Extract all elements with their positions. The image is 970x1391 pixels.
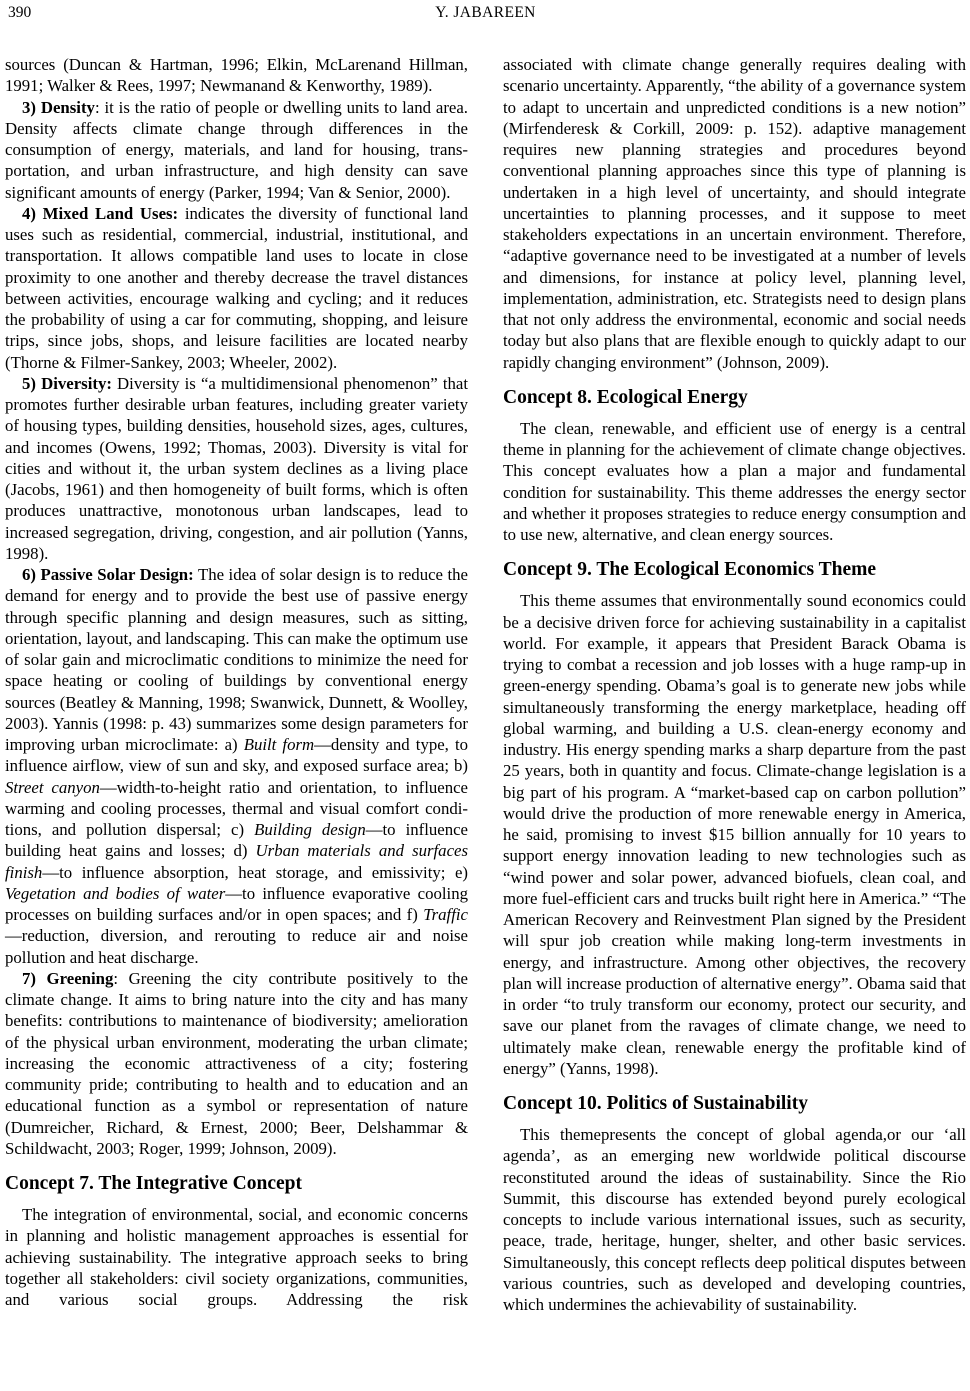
italic-term-built-form: Built form — [243, 735, 315, 754]
paragraph-ecological-economics: This theme assumes that environmentally sound economics could be a decisive driven force for achieving sustainability in a capitalist world. For example, it appears that President Barack Obama is trying to combat a recession and job losses with a huge ramp-up in green-energy spending. Obama’s goal is to generate new jobs while simultaneously transforming the energy marketplace, heading off global warming, and building a U.S. clean-energy economy and industry. His energy spending marks a sharp departure from the past 25 years, both in quantity and focus. Climate-change legislation is a big part of his program. A “market-based cap on carbon pollution” would drive the production of more renewable energy in America, he said, promising to invest $15 billion annually for 10 years to support energy innovation leading to new technologies such as “wind power and solar power, advanced biofuels, clean coal, and more fuel-efficient cars and trucks built right here in America.” “The American Recovery and Reinvestment Plan signed by the President will spur job creation while making long-term investments in energy, and infrastructure. Among other objectives, the recovery plan will increase production of alternative energy”. Obama said that in order “to truly transform our economy, protect our security, and save our planet from the ravages of climate change, we need to ultimately make clean, renewable energy the profitable kind of energy” (Yanns, 1998). — [503, 591, 966, 1078]
italic-term-building-design: Building design — [254, 820, 366, 839]
italic-term-urban-materials: Urban materials and surfaces finish — [5, 841, 468, 882]
passive-solar-run: —width-to-height ratio and orientation, to influence warming and cooling processes, thermal and visual comfort conditions, and pollution dispersal; c) — [5, 777, 468, 839]
passive-solar-run: —to influence evaporative cooling processes on building surfaces and/or in open spaces; and f) — [5, 883, 468, 924]
section-heading-concept-7: Concept 7. The Integrative Concept — [5, 1173, 302, 1194]
paragraph-ecological-energy: The clean, renewable, and efficient use of energy is a central theme in planning for the achievement of climate change objectives. This concept evaluates how a plan a major and fundamental condition for sustainability. This theme addresses the energy sector and whether it proposes strategies to reduce energy consumption and to use new, alternative, and clean energy sources. — [503, 418, 966, 544]
italic-term-street-canyon: Street canyon — [5, 777, 100, 797]
running-head: Y. JABAREEN — [435, 4, 536, 21]
density-text: : it is the ratio of people or dwelling units to land area. Density affects climate change through differences in the consumption of energy, materials, and land for housing, transportation, and urban infrastructure, and high density can save significant amounts of energy (Parker, 1994; Van & Senior, 2000). — [5, 97, 469, 202]
passive-solar-run: —reduction, diversion, and rerouting to reduce air and noise pollution and heat discharge. — [5, 926, 468, 967]
italic-term-vegetation-water: Vegetation and bodies of water — [5, 883, 226, 903]
paragraph-density — [5, 97, 468, 203]
passive-solar-term: 6) Passive Solar Design: — [22, 565, 194, 584]
paragraph-politics-of-sustainability: This themepresents the concept of global agenda,or our ‘all agenda’, as an emerging new worldwide political discourse reconstituted around the ideas of sustainability. Since the Rio Summit, this discourse has extended beyond purely ecological concepts to include various international issues, such as security, peace, trade, heritage, hunger, shelter, and other basic services. Simultaneously, this concept reflects deep political disputes between various countries, such as developed and developing countries, which undermines the achievability of sustainability. — [503, 1125, 966, 1314]
passive-solar-run: —to influence building heat gains and losses; d) — [5, 820, 468, 861]
section-heading-concept-8: Concept 8. Ecological Energy — [503, 386, 748, 408]
mixed-land-uses-text: indicates the diversity of functional land uses such as residential, commercial, industrial, institutional, and transportation. It allows compatible land uses to locate in close proximity to one another and thereby decrease the travel distances between activities, encourage walking and cycling; and it reduces the probability of using a car for commuting, shopping, and leisure trips, since jobs, shops, and leisure facilities are located nearby (Thorne & Filmer-Sankey, 2003; Wheeler, 2002). — [5, 203, 468, 372]
passive-solar-run: —density and type, to influence airflow, view of sun and sky, and exposed surface area; b) — [5, 735, 469, 776]
right-column — [503, 54, 966, 1315]
two-column-layout — [5, 54, 970, 1315]
greening-term: 7) Greening — [22, 968, 114, 988]
diversity-term: 5) Diversity: — [22, 373, 112, 393]
paragraph-sources-continuation: sources (Duncan & Hartman, 1996; Elkin, McLarenand Hillman, 1991; Walker & Rees, 1997; Newmanand & Kenworthy, 1989). — [5, 55, 468, 96]
paragraph-adaptive-continuation: associated with climate change generally requires dealing with scenario uncertainty. Apparently, “the ability of a governance system to adapt to uncertain and unpredicted conditions is a new notion” (Mirfenderesk & Corkill, 2009: p. 152). adaptive management requires new planning strategies and procedures beyond conventional planning approaches since this type of planning is undertaken in a high level of uncertainty, and should integrate uncertainties to planning processes, and it suppose to meet stakeholders expectations in an uncertain environment. Therefore, “adaptive governance need to be investigated at a number of levels and dimensions, for instance at policy level, planning level, implementation, administration, etc. Strategists need to design plans that not only address the environmental, economic and social needs today but also plans that are flexible enough to quickly adapt to our rapidly changing environment” (Johnson, 2009). — [503, 55, 966, 372]
paragraph-greening — [5, 968, 468, 1159]
passive-solar-run: —to influence absorption, heat storage, and emissivity; e) — [42, 862, 468, 882]
paragraph-integrative-concept: The integration of environmental, social, and economic concerns in planning and holistic management approaches is essential for achieving sustainability. The integrative approach seeks to bring together all stakeholders: civil society organizations, communities, and various social groups. Addressing the risk — [5, 1205, 468, 1309]
diversity-text: Diversity is “a multidimensional phenomenon” that promotes further desirable urban features, including greater variety of housing types, building densities, household sizes, ages, cultures, and incomes (Owens, 1992; Thomas, 2003). Diversity is vital for cities and without it, the urban system declines as a living place (Jacobs, 1961) and then homogeneity of built forms, which is often produces unattractive, monotonous urban landscapes, lead to increased segregation, driving, congestion, and air pollution (Yanns, 1998). — [5, 373, 468, 563]
section-heading-concept-10: Concept 10. Politics of Sustainability — [503, 1093, 808, 1114]
passive-solar-run: The idea of solar design is to reduce the demand for energy and to provide the best use of passive energy through specific planning and design measures, such as sitting, orientation, layout, and landscaping. This can make the optimum use of solar gain and microclimatic conditions to minimize the need for space heating or cooling of buildings by conventional energy sources (Beatley & Manning, 1998; Swanwick, Dunnett, & Woolley, 2003). Yannis (1998: p. 43) summarizes some design parameters for improving urban microclimate: a) — [5, 565, 468, 754]
mixed-land-uses-term: 4) Mixed Land Uses: — [22, 203, 179, 223]
density-term: 3) Density — [22, 97, 95, 117]
left-column — [5, 54, 468, 1315]
italic-term-traffic: Traffic — [423, 905, 468, 924]
paragraph-passive-solar-design — [5, 564, 468, 968]
greening-text: : Greening the city contribute positively to the climate change. It aims to bring nature into the city and has many benefits: contributions to maintenance of biodiversity; amelioration of the physical urban environment, moderating the urban climate; increasing the economic attractiveness of a city; fostering community pride; contributing to health and to education and an educational function as a symbol or representation of nature (Dumreicher, Richard, & Ernest, 2000; Beer, Delshammar & Schildwacht, 2003; Roger, 1999; Johnson, 2009). — [5, 968, 468, 1158]
page-number: 390 — [8, 4, 32, 21]
section-heading-concept-9: Concept 9. The Ecological Economics Theme — [503, 559, 877, 581]
paragraph-mixed-land-uses — [5, 203, 468, 373]
paragraph-diversity — [5, 373, 468, 564]
page-header — [5, 4, 966, 24]
